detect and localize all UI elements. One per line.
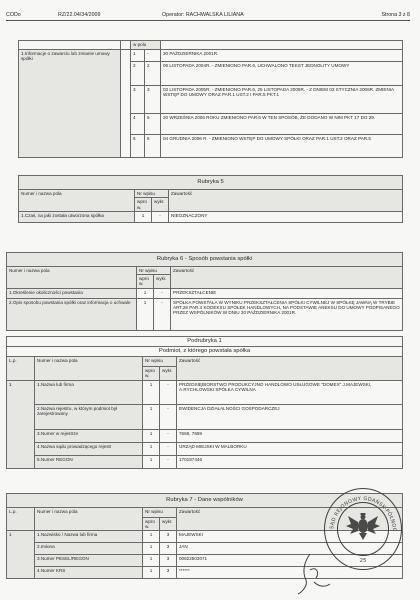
entry-text: 30 PAŹDZIERNIKA 2001R. xyxy=(161,50,403,62)
column-header-lp: L.p. xyxy=(7,357,35,381)
entry-wprow: 1 xyxy=(143,455,160,468)
subsection-subtitle: Podmiot, z którego powstała spółka xyxy=(7,347,403,357)
seal-number: 25 xyxy=(359,558,367,564)
entry-wykr: 3 xyxy=(160,555,177,567)
section-title: Rubryka 7 - Dane wspólników xyxy=(7,494,403,508)
blank-cell xyxy=(121,41,131,50)
header-document-number: RZ/22.04/34/2009 xyxy=(58,12,101,19)
field-value: ****** xyxy=(177,567,403,579)
entry-wprow: 1 xyxy=(143,567,160,579)
column-header-nr: Nr wpisu xyxy=(143,507,177,517)
field-value: MAJEWSKI xyxy=(177,531,403,543)
entry-wprow: 1 xyxy=(143,404,160,429)
entry-field-number: 5 xyxy=(145,114,161,135)
entry-number: 3 xyxy=(131,86,145,114)
entry-text: 06 LISTOPADA 2004R. - ZMIENIONO PAR.6, UCHWALONO TEKST JEDNOLITY UMOWY xyxy=(161,62,403,86)
field-value: EWIDENCJA DZIAŁALNOŚCI GOSPODARCZEJ xyxy=(177,404,403,429)
field-label: 3.Numer PESEL/REGON xyxy=(35,555,143,567)
subsection-title: Podrubryka 1 xyxy=(7,337,403,347)
entry-wykr: 3 xyxy=(160,543,177,555)
entry-number: 4 xyxy=(131,114,145,135)
entry-wprow: 1 xyxy=(143,555,160,567)
entry-field-number: - xyxy=(145,50,161,62)
field-label-umowa: 1.Informacje o zawarciu lub zmianie umowy spółki xyxy=(19,50,121,158)
entry-wprow: 1 xyxy=(135,211,152,222)
field-label: 2.Nazwa rejestru, w którym podmiot był zarejestrowany xyxy=(35,404,143,429)
field-label: 3.Numer w rejestrze xyxy=(35,429,143,442)
rubryka-5-table xyxy=(18,175,403,223)
entry-field-number: 3 xyxy=(145,86,161,114)
field-value: NIEOZNACZONY xyxy=(169,211,403,222)
field-label: 4.Nazwa sądu prowadzącego rejestr xyxy=(35,442,143,455)
entry-number: 5 xyxy=(131,135,145,158)
header-operator: Operator: RACHWALSKA LILIANA xyxy=(162,12,244,19)
entry-wprow: 1 xyxy=(137,298,154,330)
entry-wykr: - xyxy=(160,455,177,468)
entry-wprow: 1 xyxy=(143,380,160,404)
section-title: Rubryka 6 - Sposób powstania spółki xyxy=(7,253,403,267)
entry-wykr: - xyxy=(154,288,171,298)
page-header xyxy=(6,11,410,21)
blank-cell xyxy=(121,50,131,158)
field-value: PRZEKSZTAŁCENIE xyxy=(171,288,403,298)
blank-cell xyxy=(19,41,121,50)
field-value: SPÓŁKA POWSTAŁA W WYNIKU PRZEKSZTAŁCENIA SPÓŁKI CYWILNEJ W SPÓŁKĘ JAWNĄ W TRYBIE ART.26 PAR.4 KODEKSU SPÓŁEK HANDLOWYCH, NA PODSTAWIE ANEKSU DO UMOWY PODPISANEGO PRZEZ WSPÓLNIKÓW W DNIU 30 PAŹDZIERNIKA 2001R. xyxy=(171,298,403,330)
seal-text: SĄD REJONOWY GDAŃSK-PÓŁNOC W GDAŃSKU xyxy=(321,484,398,532)
column-header-content: Zawartość xyxy=(169,190,403,212)
entry-number: 2 xyxy=(131,62,145,86)
column-header-name: Numer i nazwa pola xyxy=(35,507,143,531)
field-label: 1.Określenie okoliczności powstania xyxy=(7,288,137,298)
column-header-nr: Nr wpisu xyxy=(137,266,171,274)
entry-wprow: 1 xyxy=(143,543,160,555)
column-header-content: Zawartość xyxy=(177,507,403,531)
column-header-wprow: wprow. xyxy=(135,198,152,212)
column-header-wykr: wykr. xyxy=(160,367,177,381)
row-lp: 1 xyxy=(7,531,35,579)
column-header-name: Numer i nazwa pola xyxy=(19,190,135,212)
entry-wprow: 1 xyxy=(137,288,154,298)
entry-wprow: 1 xyxy=(143,442,160,455)
column-header-wykr: wykr. xyxy=(160,517,177,531)
entry-wprow: 1 xyxy=(143,429,160,442)
column-header-nr: Nr wpisu xyxy=(143,357,177,367)
field-label: 1.Nazwa lub firma xyxy=(35,380,143,404)
column-header-wprow: wprow. xyxy=(137,274,154,288)
field-label: 5.Numer REGON xyxy=(35,455,143,468)
field-label: 1.Czas, na jaki została utworzona spółka xyxy=(19,211,135,222)
field-value: 170187446 xyxy=(177,455,403,468)
field-label: 4.Numer KRS xyxy=(35,567,143,579)
header-code: CODo xyxy=(6,12,21,19)
row-lp: 1 xyxy=(7,380,35,468)
entry-wykr: - xyxy=(152,211,169,222)
column-header-wprow: wprow. xyxy=(143,517,160,531)
rubryka-4-continuation-table xyxy=(18,40,403,158)
column-header-name: Numer i nazwa pola xyxy=(35,357,143,381)
column-header-wykr: wykr. xyxy=(152,198,169,212)
handwritten-signature xyxy=(296,552,336,596)
entry-wprow: 1 xyxy=(143,531,160,543)
entry-wykr: 3 xyxy=(160,567,177,579)
entry-wykr: - xyxy=(160,404,177,429)
field-label: 1.Nazwisko / Nazwa lub firma xyxy=(35,531,143,543)
field-label: 2.Imiona xyxy=(35,543,143,555)
column-header-wprow: wprow. xyxy=(143,367,160,381)
rubryka-6-table xyxy=(6,252,403,331)
column-header-content: Zawartość xyxy=(177,357,403,381)
eagle-emblem-icon xyxy=(346,513,380,540)
column-header-content: Zawartość xyxy=(171,266,403,288)
entry-text: 03 LISTOPADA 2005R. - ZMIENIONO PAR.6, 25 LISTOPADA 2005R. - Z DNIEM 03 STYCZNIA 2006R. ZMIENIA WSTĘP DO UMOWY ORAZ PAR.1 UST.2 I PAR.5 PKT.1 xyxy=(161,86,403,114)
entry-wykr: - xyxy=(160,442,177,455)
field-value: 7668, 7669 xyxy=(177,429,403,442)
podrubryka-1-table xyxy=(6,336,403,469)
blank-cell xyxy=(161,41,403,50)
entry-field-number: 6 xyxy=(145,135,161,158)
column-header-lp: L.p. xyxy=(7,507,35,531)
entry-text: 20 WRZEŚNIA 2006 ROKU ZMIENIONO PAR.6 W TEN SPOSÓB, ŻE DODANO W NIM PKT 17 DO 29. xyxy=(161,114,403,135)
entry-wykr: 3 xyxy=(160,531,177,543)
entry-wykr: - xyxy=(160,429,177,442)
column-header-w-polu: w polu xyxy=(131,41,161,50)
column-header-wykr: wykr. xyxy=(154,274,171,288)
entry-wykr: - xyxy=(154,298,171,330)
field-value: 00622503071 xyxy=(177,555,403,567)
entry-field-number: 2 xyxy=(145,62,161,86)
section-title: Rubryka 5 xyxy=(19,176,403,190)
entry-text: 04 GRUDNIA 2006 R. - ZMIENIONO WSTĘP DO UMOWY SPÓŁKI ORAZ PAR.1 UST.2 ORAZ PAR.5 xyxy=(161,135,403,158)
field-label: 2.Opis sposobu powstania spółki oraz informacja o uchwale xyxy=(7,298,137,330)
column-header-nr: Nr wpisu xyxy=(135,190,169,198)
entry-number: 1 xyxy=(131,50,145,62)
column-header-name: Numer i nazwa pola xyxy=(7,266,137,288)
field-value: PRZEDSIĘBIORSTWO PRODUKCYJNO HANDLOWO USŁUGOWE "DOMEX" J.MAJEWSKI, A.RYCHLOWSKI SPÓŁKA CYWILNA xyxy=(177,380,403,404)
field-value: URZĄD MIEJSKI W MALBORKU xyxy=(177,442,403,455)
entry-wykr: - xyxy=(160,380,177,404)
header-page-number: Strona 3 z 8 xyxy=(381,12,410,19)
field-value: JAN xyxy=(177,543,403,555)
